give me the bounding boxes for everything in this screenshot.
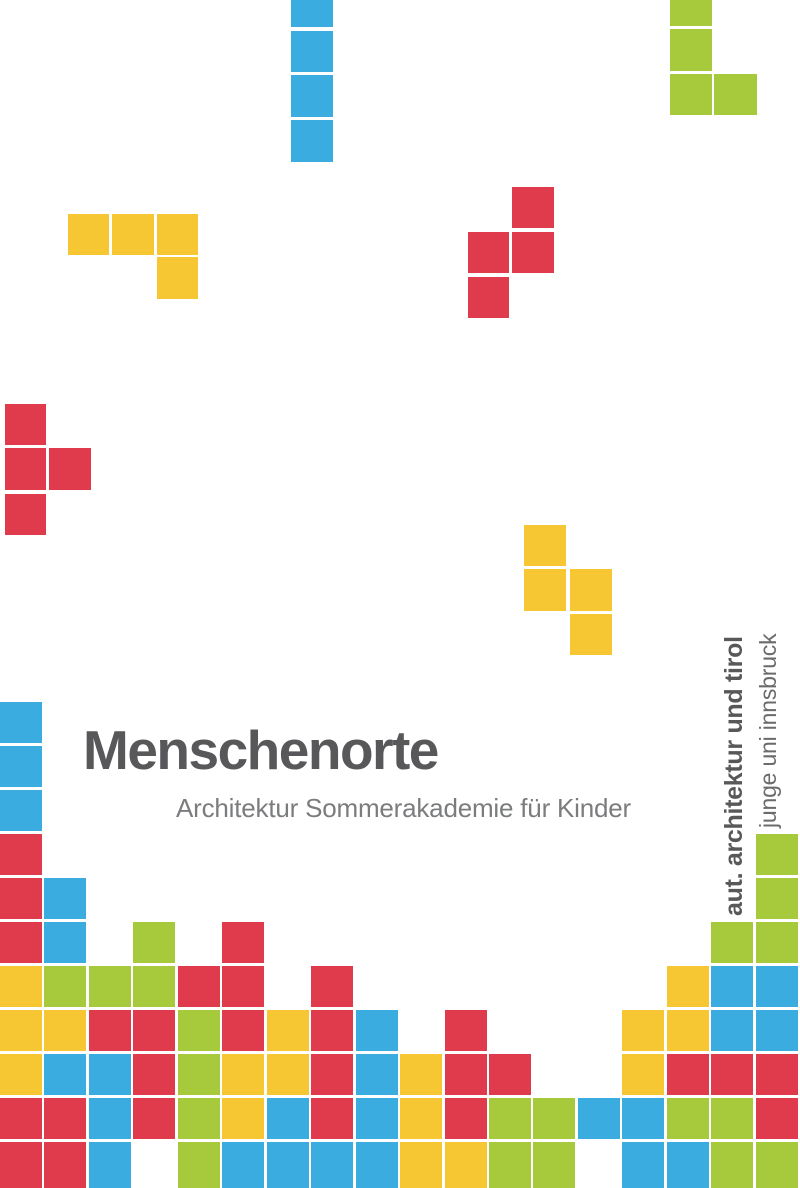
tetris-block-blue	[711, 966, 753, 1007]
tetris-block-blue	[267, 1098, 309, 1139]
tetris-block-yellow	[0, 1054, 42, 1095]
tetris-block-yellow	[570, 614, 612, 655]
tetris-block-blue	[291, 120, 333, 162]
tetris-block-blue	[311, 1142, 353, 1188]
tetris-block-red	[44, 1142, 86, 1188]
tetris-block-green	[756, 1142, 798, 1188]
tetris-block-yellow	[157, 257, 198, 299]
tetris-block-blue	[44, 922, 86, 963]
tetris-block-red	[445, 1054, 487, 1095]
brand-text-junge-uni: junge uni innsbruck	[755, 633, 781, 828]
tetris-block-red	[133, 1010, 175, 1051]
tetris-block-blue	[267, 1142, 309, 1188]
tetris-block-red	[468, 232, 509, 273]
tetris-block-blue	[89, 1142, 131, 1188]
tetris-block-red	[133, 1054, 175, 1095]
tetris-block-green	[89, 966, 131, 1007]
tetris-block-yellow	[524, 569, 566, 611]
tetris-block-red	[445, 1010, 487, 1051]
tetris-block-green	[714, 74, 757, 115]
tetris-block-green	[533, 1098, 575, 1139]
tetris-block-red	[311, 1010, 353, 1051]
tetris-block-yellow	[222, 1054, 264, 1095]
tetris-block-yellow	[667, 1010, 709, 1051]
tetris-block-blue	[622, 1142, 664, 1188]
tetris-block-blue	[711, 1010, 753, 1051]
tetris-block-red	[0, 1142, 42, 1188]
tetris-block-blue	[89, 1098, 131, 1139]
tetris-block-blue	[622, 1098, 664, 1139]
tetris-block-red	[222, 966, 264, 1007]
tetris-block-yellow	[622, 1010, 664, 1051]
tetris-block-blue	[0, 746, 42, 787]
tetris-block-yellow	[0, 966, 42, 1007]
tetris-block-blue	[89, 1054, 131, 1095]
tetris-block-blue	[667, 1142, 709, 1188]
tetris-block-green	[489, 1142, 531, 1188]
tetris-block-green	[756, 922, 798, 963]
tetris-block-yellow	[0, 1010, 42, 1051]
tetris-block-yellow	[157, 214, 198, 255]
tetris-block-blue	[222, 1142, 264, 1188]
tetris-block-yellow	[400, 1142, 442, 1188]
tetris-block-red	[133, 1098, 175, 1139]
tetris-block-red	[44, 1098, 86, 1139]
tetris-block-yellow	[667, 966, 709, 1007]
tetris-block-red	[512, 187, 554, 228]
tetris-block-red	[311, 1054, 353, 1095]
tetris-block-green	[533, 1142, 575, 1188]
tetris-block-blue	[291, 75, 333, 117]
tetris-block-blue	[356, 1054, 398, 1095]
tetris-block-green	[178, 1142, 220, 1188]
tetris-block-red	[5, 494, 46, 535]
tetris-block-red	[89, 1010, 131, 1051]
tetris-block-yellow	[400, 1098, 442, 1139]
tetris-block-green	[489, 1098, 531, 1139]
tetris-block-blue	[0, 790, 42, 831]
tetris-block-red	[512, 232, 554, 273]
tetris-block-red	[0, 834, 42, 875]
tetris-block-red	[711, 1054, 753, 1095]
tetris-block-green	[670, 0, 712, 26]
tetris-block-green	[178, 1098, 220, 1139]
tetris-block-red	[178, 966, 220, 1007]
tetris-block-blue	[356, 1010, 398, 1051]
tetris-block-red	[311, 1098, 353, 1139]
tetris-block-red	[445, 1098, 487, 1139]
tetris-block-green	[670, 29, 712, 71]
tetris-block-green	[756, 878, 798, 919]
tetris-block-yellow	[68, 214, 109, 255]
tetris-block-blue	[356, 1142, 398, 1188]
brand-text-aut-architektur: aut. architektur und tirol	[720, 636, 748, 916]
tetris-block-blue	[44, 878, 86, 919]
tetris-block-yellow	[400, 1054, 442, 1095]
tetris-block-blue	[291, 31, 333, 72]
tetris-block-green	[178, 1054, 220, 1095]
tetris-block-blue	[356, 1098, 398, 1139]
tetris-block-red	[49, 448, 91, 490]
tetris-block-green	[44, 966, 86, 1007]
tetris-block-red	[0, 922, 42, 963]
tetris-block-yellow	[524, 525, 566, 566]
tetris-block-green	[711, 1142, 753, 1188]
tetris-block-green	[711, 922, 753, 963]
tetris-block-yellow	[44, 1010, 86, 1051]
tetris-block-blue	[44, 1054, 86, 1095]
poster-subtitle: Architektur Sommerakademie für Kinder	[176, 793, 632, 823]
poster-title: Menschenorte	[83, 719, 438, 781]
tetris-block-yellow	[222, 1098, 264, 1139]
tetris-block-blue	[578, 1098, 620, 1139]
tetris-block-green	[133, 922, 175, 963]
tetris-block-yellow	[267, 1010, 309, 1051]
tetris-block-red	[489, 1054, 531, 1095]
tetris-block-red	[756, 1054, 798, 1095]
tetris-block-green	[667, 1098, 709, 1139]
tetris-block-yellow	[112, 214, 154, 255]
tetris-block-green	[178, 1010, 220, 1051]
tetris-block-red	[5, 448, 46, 490]
tetris-block-red	[0, 1098, 42, 1139]
tetris-block-red	[756, 1098, 798, 1139]
tetris-block-blue	[756, 1010, 798, 1051]
tetris-block-red	[222, 1010, 264, 1051]
tetris-block-yellow	[570, 569, 612, 611]
tetris-block-green	[711, 1098, 753, 1139]
tetris-block-green	[670, 74, 712, 115]
tetris-block-red	[311, 966, 353, 1007]
tetris-block-green	[133, 966, 175, 1007]
tetris-block-green	[756, 834, 798, 875]
tetris-block-blue	[291, 0, 333, 27]
tetris-block-red	[222, 922, 264, 963]
tetris-block-red	[468, 277, 509, 318]
tetris-block-yellow	[267, 1054, 309, 1095]
tetris-block-red	[0, 878, 42, 919]
tetris-block-red	[667, 1054, 709, 1095]
tetris-block-blue	[0, 702, 42, 743]
tetris-block-blue	[756, 966, 798, 1007]
tetris-block-yellow	[445, 1142, 487, 1188]
tetris-block-red	[5, 404, 46, 445]
tetris-block-yellow	[622, 1054, 664, 1095]
